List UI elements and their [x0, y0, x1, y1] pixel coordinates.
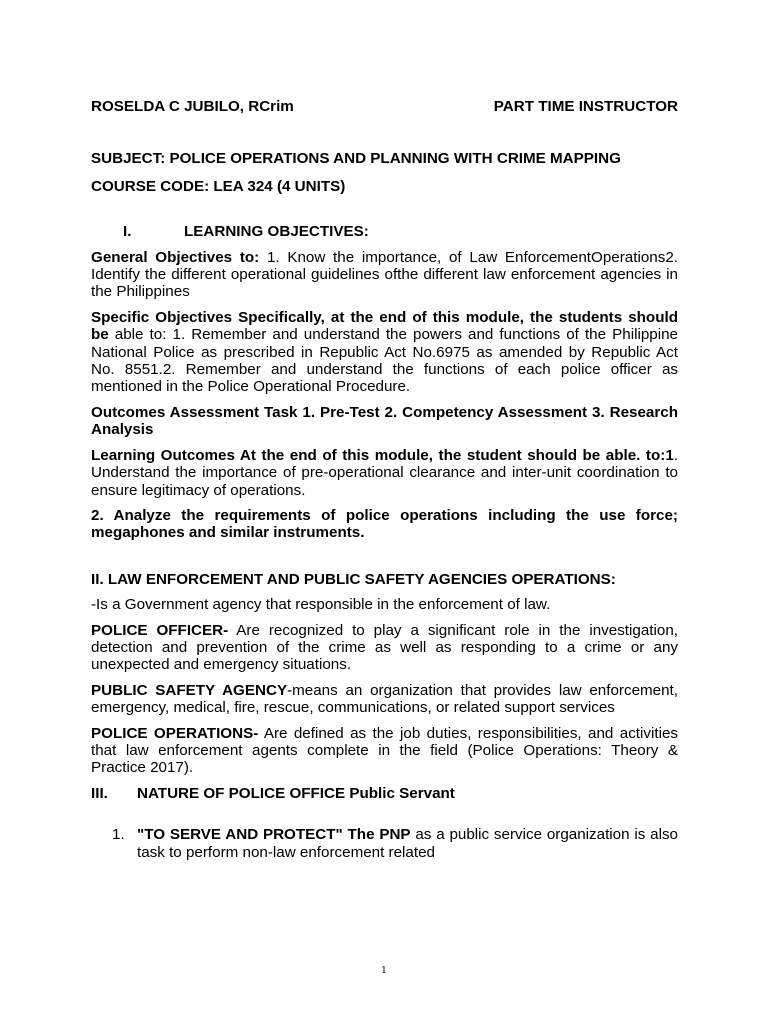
general-objectives	[91, 249, 678, 301]
course-code: COURSE CODE: LEA 324 (4 UNITS)	[91, 177, 346, 195]
specific-objectives-text: able to: 1. Remember and understand the powers and functions of the Philippine National Police as prescribed in Republic Act No.6975 as amended by Republic Act No. 8551.2. Remember and understand the functions of each police officer as mentioned in the Police Operational Procedure.	[91, 326, 678, 396]
police-operations-text: Are defined as the job duties, responsibilities, and activities that law enforcement agents complete in the field (Police Operations: Theory & Practice 2017).	[91, 724, 678, 777]
specific-objectives	[91, 309, 678, 396]
list-item	[91, 826, 678, 861]
general-objectives-lead: General Objectives to:	[91, 248, 260, 266]
header	[91, 98, 678, 115]
general-objectives-text: 1. Know the importance, of Law EnforcementOperations2. Identify the different operational guidelines ofthe different law enforcement agencies in the Philippines	[91, 248, 678, 301]
public-safety-agency-definition	[91, 682, 678, 717]
police-officer-term: POLICE OFFICER-	[91, 621, 229, 639]
section-2-heading: II. LAW ENFORCEMENT AND PUBLIC SAFETY AGENCIES OPERATIONS:	[91, 570, 616, 588]
section-3-title: NATURE OF POLICE OFFICE Public Servant	[137, 784, 455, 802]
list-item-number: 1.	[112, 826, 125, 844]
list-item-body: as a public service organization is also task to perform non-law enforcement related	[137, 826, 678, 861]
page-number: 1	[381, 966, 387, 976]
learning-outcomes-text: . Understand the importance of pre-operational clearance and inter-unit coordination to ensure legitimacy of operations.	[91, 446, 678, 499]
outcomes-assessment: Outcomes Assessment Task 1. Pre-Test 2. Competency Assessment 3. Research Analysis	[91, 403, 678, 439]
police-officer-definition	[91, 622, 678, 674]
learning-outcome-item-2: 2. Analyze the requirements of police operations including the use force; megaphones and similar instruments.	[91, 506, 678, 542]
learning-outcomes	[91, 447, 678, 499]
section-3-heading	[91, 785, 678, 802]
police-operations-term: POLICE OPERATIONS-	[91, 724, 259, 742]
section-1-heading	[91, 223, 678, 240]
instructor-position: PART TIME INSTRUCTOR	[493, 98, 678, 115]
section-1-title: LEARNING OBJECTIVES:	[184, 223, 369, 241]
section-2-intro: -Is a Government agency that responsible in the enforcement of law.	[91, 596, 551, 614]
section-1-number: I.	[123, 223, 132, 241]
public-safety-agency-term: PUBLIC SAFETY AGENCY	[91, 681, 288, 699]
section-3-number: III.	[91, 784, 108, 802]
subject-line: SUBJECT: POLICE OPERATIONS AND PLANNING WITH CRIME MAPPING	[91, 150, 621, 168]
specific-objectives-lead: Specific Objectives Specifically, at the end of this module, the students should be	[91, 308, 678, 344]
police-operations-definition	[91, 725, 678, 777]
police-officer-text: Are recognized to play a significant role in the investigation, detection and prevention of the crime as well as responding to a crime or any unexpected and emergency situations.	[91, 621, 678, 674]
instructor-name: ROSELDA C JUBILO, RCrim	[91, 98, 294, 115]
public-safety-agency-text: -means an organization that provides law enforcement, emergency, medical, fire, rescue, communications, or related support services	[91, 681, 678, 717]
learning-outcomes-lead: Learning Outcomes At the end of this module, the student should be able. to:1	[91, 446, 674, 464]
list-item-text	[137, 826, 678, 861]
list-item-lead: "TO SERVE AND PROTECT" The PNP	[137, 826, 411, 844]
